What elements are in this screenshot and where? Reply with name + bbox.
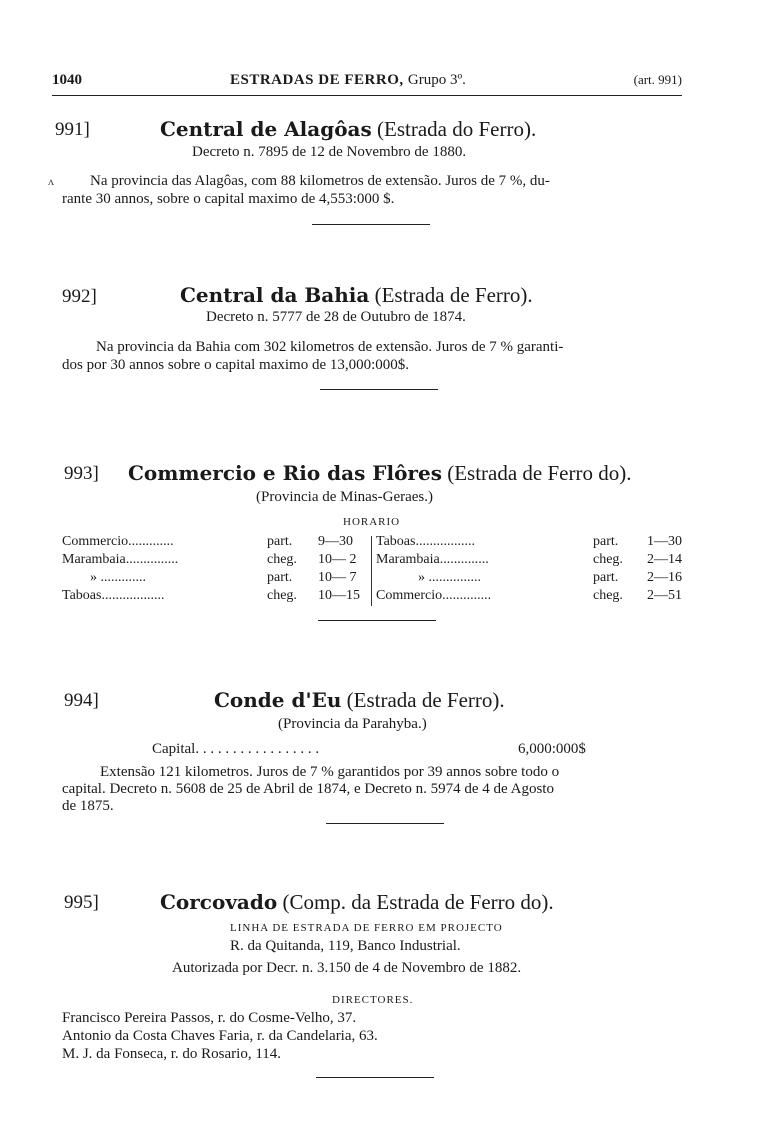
entry-number: 991] <box>55 119 90 140</box>
section-divider <box>312 224 430 225</box>
schedule-station: Commercio.............. <box>376 588 492 603</box>
section-divider <box>320 389 438 390</box>
entry-text-line: Na provincia das Alagôas, com 88 kilometros de extensão. Juros de 7 %, du- <box>90 173 550 189</box>
entry-text-line: capital. Decreto n. 5608 de 25 de Abril de 1874, e Decreto n. 5974 de 4 de Agosto <box>62 781 554 797</box>
running-title-text: ESTRADAS DE FERRO, <box>230 72 404 88</box>
entry-qualifier: (Estrada de Ferro do). <box>447 461 632 485</box>
schedule-time: 9—30 <box>318 534 353 549</box>
entry-name: Central de Alagôas <box>160 117 372 141</box>
entry-title <box>160 117 536 142</box>
schedule-time: 2—14 <box>647 552 682 567</box>
entry-decree: Decreto n. 5777 de 28 de Outubro de 1874. <box>206 309 466 325</box>
entry-name: Conde d'Eu <box>214 688 342 712</box>
schedule-action: part. <box>593 570 619 585</box>
entry-name: Commercio e Rio das Flôres <box>128 461 442 485</box>
schedule-action: cheg. <box>267 552 297 567</box>
schedule-action: cheg. <box>267 588 297 603</box>
schedule-heading: HORARIO <box>343 516 401 528</box>
schedule-time: 10—15 <box>318 588 360 603</box>
section-divider <box>316 1077 434 1078</box>
entry-title <box>214 688 505 713</box>
schedule-action: part. <box>267 570 293 585</box>
entry-title <box>180 283 533 308</box>
schedule-action: part. <box>267 534 293 549</box>
entry-number: 994] <box>64 690 99 711</box>
entry-province: (Provincia de Minas-Geraes.) <box>256 489 434 505</box>
schedule-time: 10— 2 <box>318 552 357 567</box>
schedule-divider <box>371 536 372 606</box>
director-entry: Antonio da Costa Chaves Faria, r. da Candelaria, 63. <box>62 1028 378 1044</box>
schedule-time: 2—51 <box>647 588 682 603</box>
article-reference: (art. 991) <box>633 72 682 87</box>
entry-qualifier: (Estrada de Ferro). <box>374 283 533 307</box>
entry-name: Central da Bahia <box>180 283 370 307</box>
section-divider <box>318 620 436 621</box>
schedule-action: cheg. <box>593 552 623 567</box>
schedule-station: » ............. <box>90 570 146 585</box>
running-title <box>230 72 466 89</box>
authorization-decree: Autorizada por Decr. n. 3.150 de 4 de Novembro de 1882. <box>172 960 522 976</box>
project-note: LINHA DE ESTRADA DE FERRO EM PROJECTO <box>230 922 503 934</box>
entry-number: 993] <box>64 463 99 484</box>
entry-text-line: Na provincia da Bahia com 302 kilometros de extensão. Juros de 7 % garanti- <box>96 339 564 355</box>
director-entry: Francisco Pereira Passos, r. do Cosme-Velho, 37. <box>62 1010 357 1026</box>
running-header <box>52 72 682 94</box>
schedule-station: Marambaia.............. <box>376 552 489 567</box>
entry-qualifier: (Estrada de Ferro). <box>346 688 505 712</box>
entry-name: Corcovado <box>160 890 278 914</box>
entry-title <box>160 890 554 915</box>
entry-qualifier: (Comp. da Estrada de Ferro do). <box>282 890 554 914</box>
group-label: Grupo 3º. <box>407 72 466 88</box>
schedule-action: cheg. <box>593 588 623 603</box>
entry-title <box>128 461 631 486</box>
capital-label: Capital. . . . . . . . . . . . . . . . . <box>152 741 320 757</box>
capital-value: 6,000:000$ <box>518 741 586 757</box>
entry-decree: Decreto n. 7895 de 12 de Novembro de 1880. <box>192 144 467 160</box>
schedule-station: Commercio............. <box>62 534 174 549</box>
schedule-station: Taboas................. <box>376 534 475 549</box>
director-entry: M. J. da Fonseca, r. do Rosario, 114. <box>62 1046 282 1062</box>
entry-qualifier: (Estrada do Ferro). <box>377 117 537 141</box>
page-number: 1040 <box>52 72 82 88</box>
schedule-time: 2—16 <box>647 570 682 585</box>
entry-number: 992] <box>62 286 97 307</box>
directors-heading: DIRECTORES. <box>332 994 414 1006</box>
schedule-time: 1—30 <box>647 534 682 549</box>
schedule-time: 10— 7 <box>318 570 357 585</box>
schedule-station: Marambaia............... <box>62 552 179 567</box>
margin-mark: ᴧ <box>48 174 54 188</box>
entry-text-line: de 1875. <box>62 798 114 814</box>
entry-number: 995] <box>64 892 99 913</box>
schedule-station: Taboas.................. <box>62 588 165 603</box>
entry-text-line: dos por 30 annos sobre o capital maximo de 13,000:000$. <box>62 357 410 373</box>
schedule-table <box>62 534 692 610</box>
schedule-action: part. <box>593 534 619 549</box>
entry-province: (Provincia da Parahyba.) <box>278 716 427 732</box>
header-rule <box>52 95 682 96</box>
section-divider <box>326 823 444 824</box>
company-address: R. da Quitanda, 119, Banco Industrial. <box>230 938 461 954</box>
schedule-station: » ............... <box>418 570 481 585</box>
entry-text-line: rante 30 annos, sobre o capital maximo de 4,553:000 $. <box>62 191 395 207</box>
entry-text-line: Extensão 121 kilometros. Juros de 7 % garantidos por 39 annos sobre todo o <box>100 764 560 780</box>
